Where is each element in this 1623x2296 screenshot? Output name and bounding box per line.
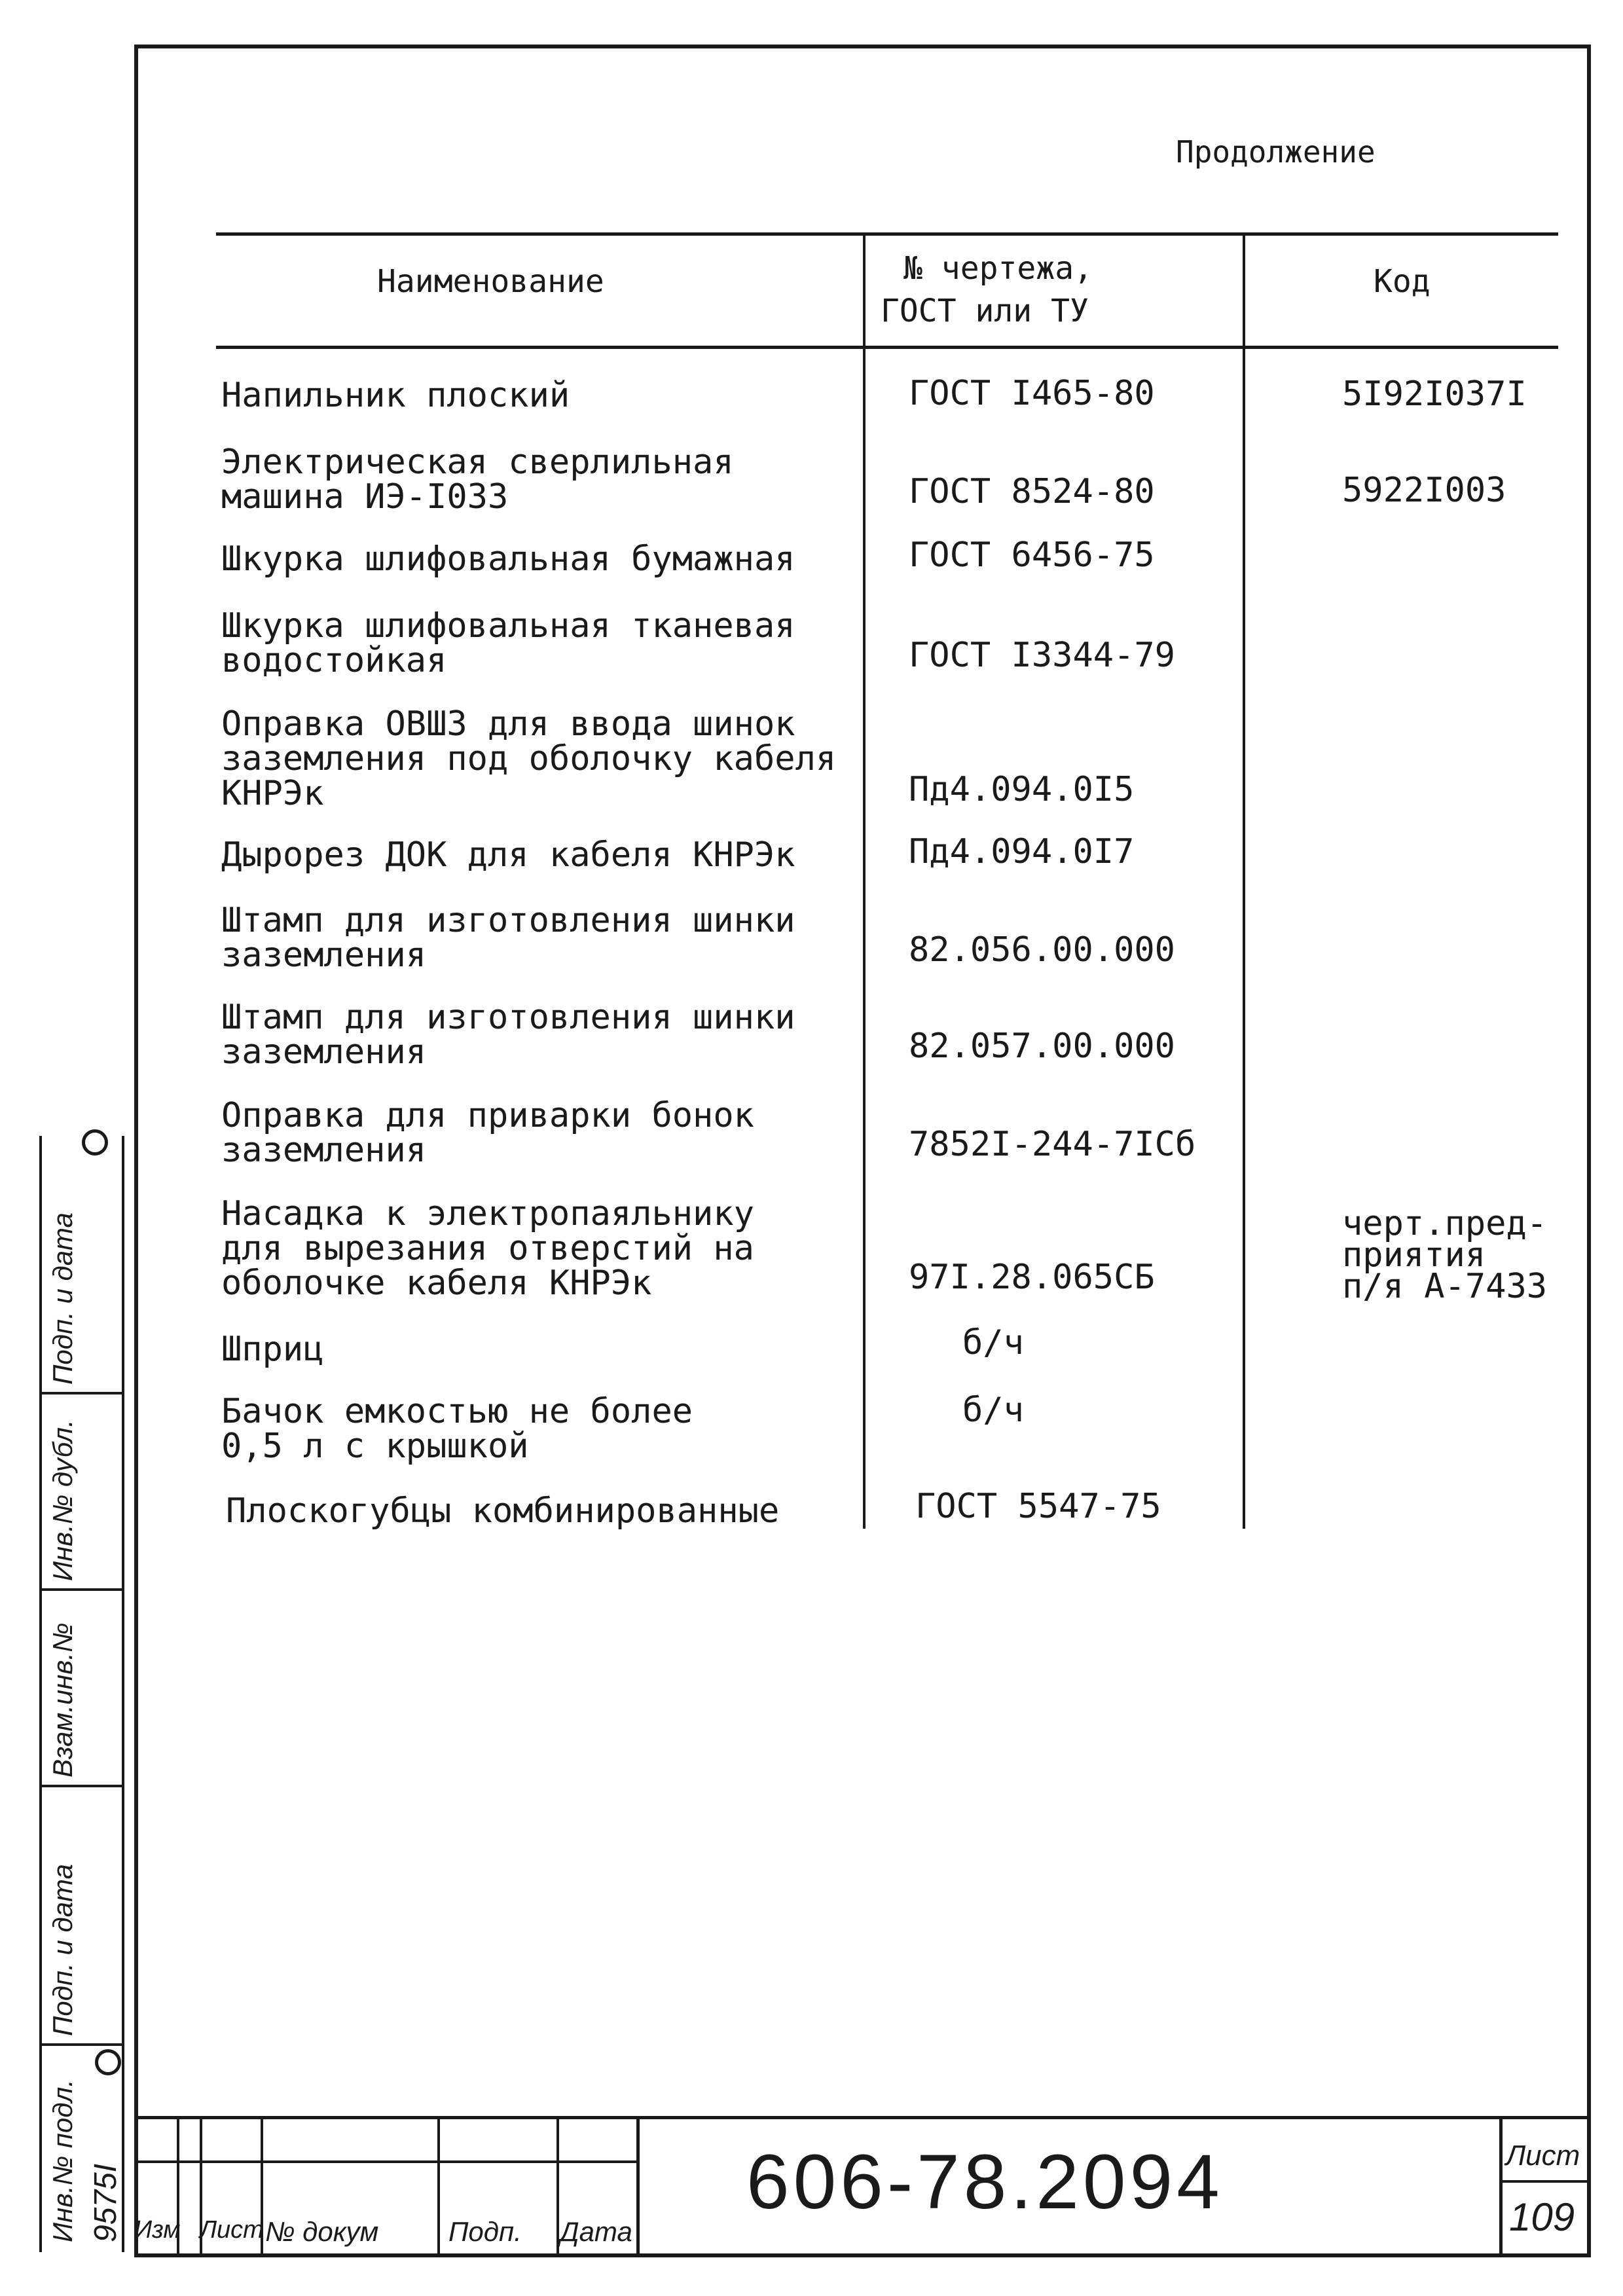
side-field-label: Инв.№ подл. [47, 2079, 78, 2242]
header-top-rule [216, 232, 1558, 236]
label-change: Изм [134, 2216, 181, 2244]
row-name: Оправка ОВШЗ для ввода шинок заземления под оболочку кабеля КНРЭк [221, 704, 837, 813]
sheet-number: 109 [1509, 2195, 1575, 2239]
row-name: Шприц [221, 1330, 324, 1369]
title-block-divider [437, 2116, 440, 2257]
row-drawing: б/ч [962, 1391, 1024, 1430]
side-field [42, 1591, 122, 1787]
title-block-divider [1499, 2116, 1503, 2257]
label-date: Дата [560, 2216, 632, 2247]
row-name: Напильник плоский [221, 376, 570, 415]
title-block-divider [556, 2116, 559, 2257]
title-block-top-rule [134, 2116, 1591, 2119]
row-drawing: 7852I-244-7IСб [909, 1125, 1196, 1164]
original-number: 9575I [88, 2163, 123, 2242]
row-code: 5I92I037I [1342, 374, 1527, 414]
side-field [42, 1787, 122, 2046]
row-name: Бачок емкостью не более 0,5 л с крышкой [221, 1392, 693, 1466]
header-name: Наименование [377, 263, 604, 300]
row-drawing: ГОСТ I3344-79 [909, 636, 1175, 675]
header-drawing-line2: ГОСТ или ТУ [881, 293, 1089, 329]
row-name: Штамп для изготовления шинки заземления [221, 998, 795, 1072]
title-block-mid-rule [134, 2160, 638, 2163]
title-block-sheet-rule [1499, 2180, 1591, 2183]
row-drawing: 82.057.00.000 [909, 1027, 1175, 1066]
binding-hole-mark [95, 2049, 121, 2075]
row-name: Дырорез ДОК для кабеля КНРЭк [221, 835, 795, 875]
side-field-label: Инв.№ дубл. [47, 1419, 78, 1581]
label-doc-no: № докум [265, 2216, 379, 2247]
row-drawing: ГОСТ 6456-75 [909, 536, 1155, 575]
row-name: Насадка к электропаяльнику для вырезания отверстий на оболочке кабеля КНРЭк [221, 1194, 754, 1303]
column-divider-1 [863, 232, 866, 1529]
row-drawing: ГОСТ 5547-75 [915, 1487, 1161, 1526]
title-block-divider [636, 2116, 640, 2257]
header-code: Код [1374, 263, 1431, 300]
side-field-label: Подп. и дата [47, 1212, 78, 1385]
header-drawing-line1: № чертежа, [903, 250, 1093, 287]
side-field [42, 2046, 122, 2252]
label-signature: Подп. [448, 2216, 522, 2247]
continuation-label: Продолжение [1176, 134, 1376, 170]
column-divider-2 [1243, 232, 1245, 1529]
label-sheet: Лист [200, 2216, 264, 2244]
side-field [42, 1394, 122, 1591]
row-drawing: Пд4.094.0I7 [909, 832, 1135, 871]
row-drawing: ГОСТ I465-80 [909, 374, 1155, 413]
row-name: Плоскогубцы комбинированные [226, 1491, 780, 1531]
sheet-label: Лист [1506, 2140, 1580, 2172]
row-drawing: 97I.28.065СБ [909, 1258, 1155, 1297]
row-drawing: б/ч [962, 1323, 1024, 1362]
row-name: Электрическая сверлильная машина ИЭ-I033 [221, 443, 734, 517]
row-code: черт.пред- приятия п/я А-7433 [1342, 1204, 1548, 1306]
binding-hole-mark [82, 1129, 108, 1156]
side-field [42, 1136, 122, 1394]
row-name: Штамп для изготовления шинки заземления [221, 901, 795, 975]
side-stamp [39, 1136, 124, 2252]
row-name: Оправка для приварки бонок заземления [221, 1096, 754, 1170]
row-drawing: Пд4.094.0I5 [909, 770, 1135, 809]
side-field-label: Подп. и дата [47, 1864, 78, 2036]
row-name: Шкурка шлифовальная бумажная [221, 539, 795, 579]
row-name: Шкурка шлифовальная тканевая водостойкая [221, 606, 795, 680]
row-drawing: 82.056.00.000 [909, 930, 1175, 970]
side-field-label: Взам.инв.№ [47, 1622, 78, 1777]
document-number: 606-78.2094 [746, 2139, 1224, 2225]
row-code: 5922I003 [1342, 471, 1506, 510]
row-drawing: ГОСТ 8524-80 [909, 472, 1155, 511]
header-bottom-rule [216, 346, 1558, 349]
